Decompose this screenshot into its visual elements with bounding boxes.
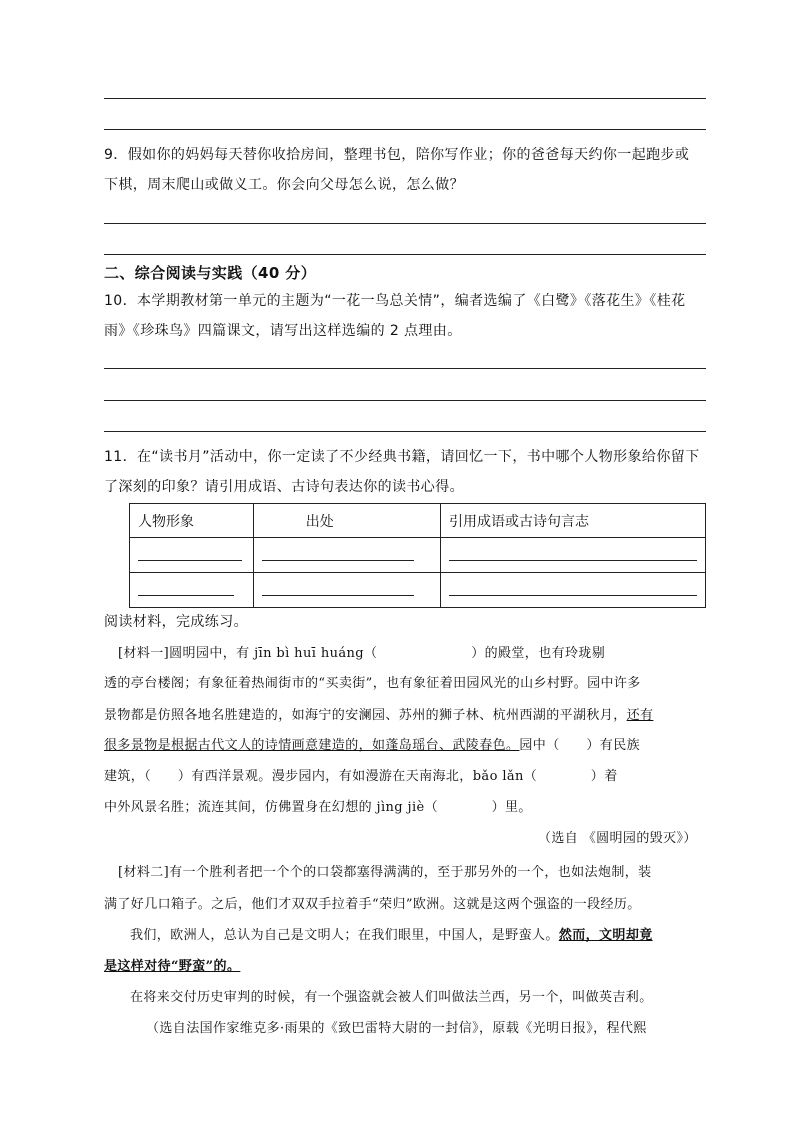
answer-blank-cell[interactable] [130, 538, 254, 573]
table-row [130, 573, 706, 608]
q10-text-line1: 10．本学期教材第一单元的主题为“一花一鸟总关情”，编者选编了《白鹭》《落花生》《桂花 [104, 293, 686, 309]
answer-blank-cell[interactable] [253, 573, 440, 608]
answer-blank-cell[interactable] [441, 573, 706, 608]
underlined-sentence: 然而，文明却竟 [558, 928, 653, 943]
answer-blank-cell[interactable] [253, 538, 440, 573]
answer-blank-cell[interactable] [130, 573, 254, 608]
material1-line5: 建筑，（ ）有西洋景观。漫步园内，有如漫游在天南海北，bǎo lǎn（ ）着 [104, 769, 618, 784]
table-header-cell: 人物形象 [130, 504, 254, 538]
table-header-row [130, 504, 706, 538]
material2-line4 [104, 957, 240, 977]
table-header-cell: 出处 [253, 504, 440, 538]
q9-text-line2: 下棋，周末爬山或做义工。你会向父母怎么说，怎么做？ [104, 177, 464, 193]
q10-text-line2: 雨》《珍珠鸟》四篇课文，请写出这样选编的 2 点理由。 [104, 323, 462, 339]
answer-blank-cell[interactable] [441, 538, 706, 573]
answer-line[interactable] [104, 368, 706, 369]
answer-line[interactable] [104, 223, 706, 224]
answer-line[interactable] [104, 98, 706, 99]
material1-line4 [104, 736, 640, 756]
underlined-sentence: 是这样对待“野蛮”的。 [104, 959, 241, 974]
reading-intro: 阅读材料，完成练习。 [104, 614, 248, 630]
answer-line[interactable] [104, 431, 706, 432]
material1-line2: 透的亭台楼阁；有象征着热闹街市的“买卖街”，也有象征着田园风光的山乡村野。园中许多 [104, 676, 641, 691]
material1-line4-text: 园中（ ）有民族 [519, 738, 641, 753]
answer-line[interactable] [104, 400, 706, 401]
underlined-sentence: 还有 [626, 708, 654, 723]
material1-line3-text: 景物都是仿照各地名胜建造的，如海宁的安澜园、苏州的狮子林、杭州西湖的平湖秋月， [104, 708, 627, 723]
material2-line1: [材料二]有一个胜利者把一个个的口袋都塞得满满的，至于那另外的一个，也如法炮制，装 [118, 865, 652, 880]
material2-line6: （选自法国作家维克多·雨果的《致巴雷特大尉的一封信》，原载《光明日报》，程代熙 [146, 1021, 647, 1036]
section-title: 二、综合阅读与实践（40 分） [104, 264, 317, 282]
q11-text-line1: 11．在“读书月”活动中，你一定读了不少经典书籍，请回忆一下，书中哪个人物形象给你留下 [104, 449, 700, 465]
material1-line1: [材料一]圆明园中，有 jīn bì huī huáng（ ）的殿堂，也有玲珑剔 [118, 646, 606, 661]
q9-text-line1: 9．假如你的妈妈每天替你收拾房间，整理书包，陪你写作业；你的爸爸每天约你一起跑步或 [104, 147, 690, 163]
material2-line2: 满了好几口箱子。之后，他们才双双手拉着手“荣归”欧洲。这就是这两个强盗的一段经历。 [104, 897, 641, 912]
q11-text-line2: 了深刻的印象？请引用成语、古诗句表达你的读书心得。 [104, 479, 464, 495]
material1-source: （选自 《圆明园的毁灭》） [538, 831, 697, 846]
material1-line3 [104, 706, 653, 726]
answer-line[interactable] [104, 254, 706, 255]
reading-notes-table [129, 503, 706, 608]
table-header-cell: 引用成语或古诗句言志 [441, 504, 706, 538]
material1-line6: 中外风景名胜；流连其间，仿佛置身在幻想的 jìng jiè（ ）里。 [104, 800, 532, 815]
material2-line3 [130, 926, 653, 946]
material2-line5: 在将来交付历史审判的时候，有一个强盗就会被人们叫做法兰西，另一个，叫做英吉利。 [130, 990, 653, 1005]
answer-line[interactable] [104, 129, 706, 130]
material2-line3-text: 我们，欧洲人，总认为自己是文明人；在我们眼里，中国人，是野蛮人。 [130, 928, 559, 943]
underlined-sentence: 很多景物是根据古代文人的诗情画意建造的，如蓬岛瑶台、武陵春色。 [104, 738, 520, 753]
table-row [130, 538, 706, 573]
